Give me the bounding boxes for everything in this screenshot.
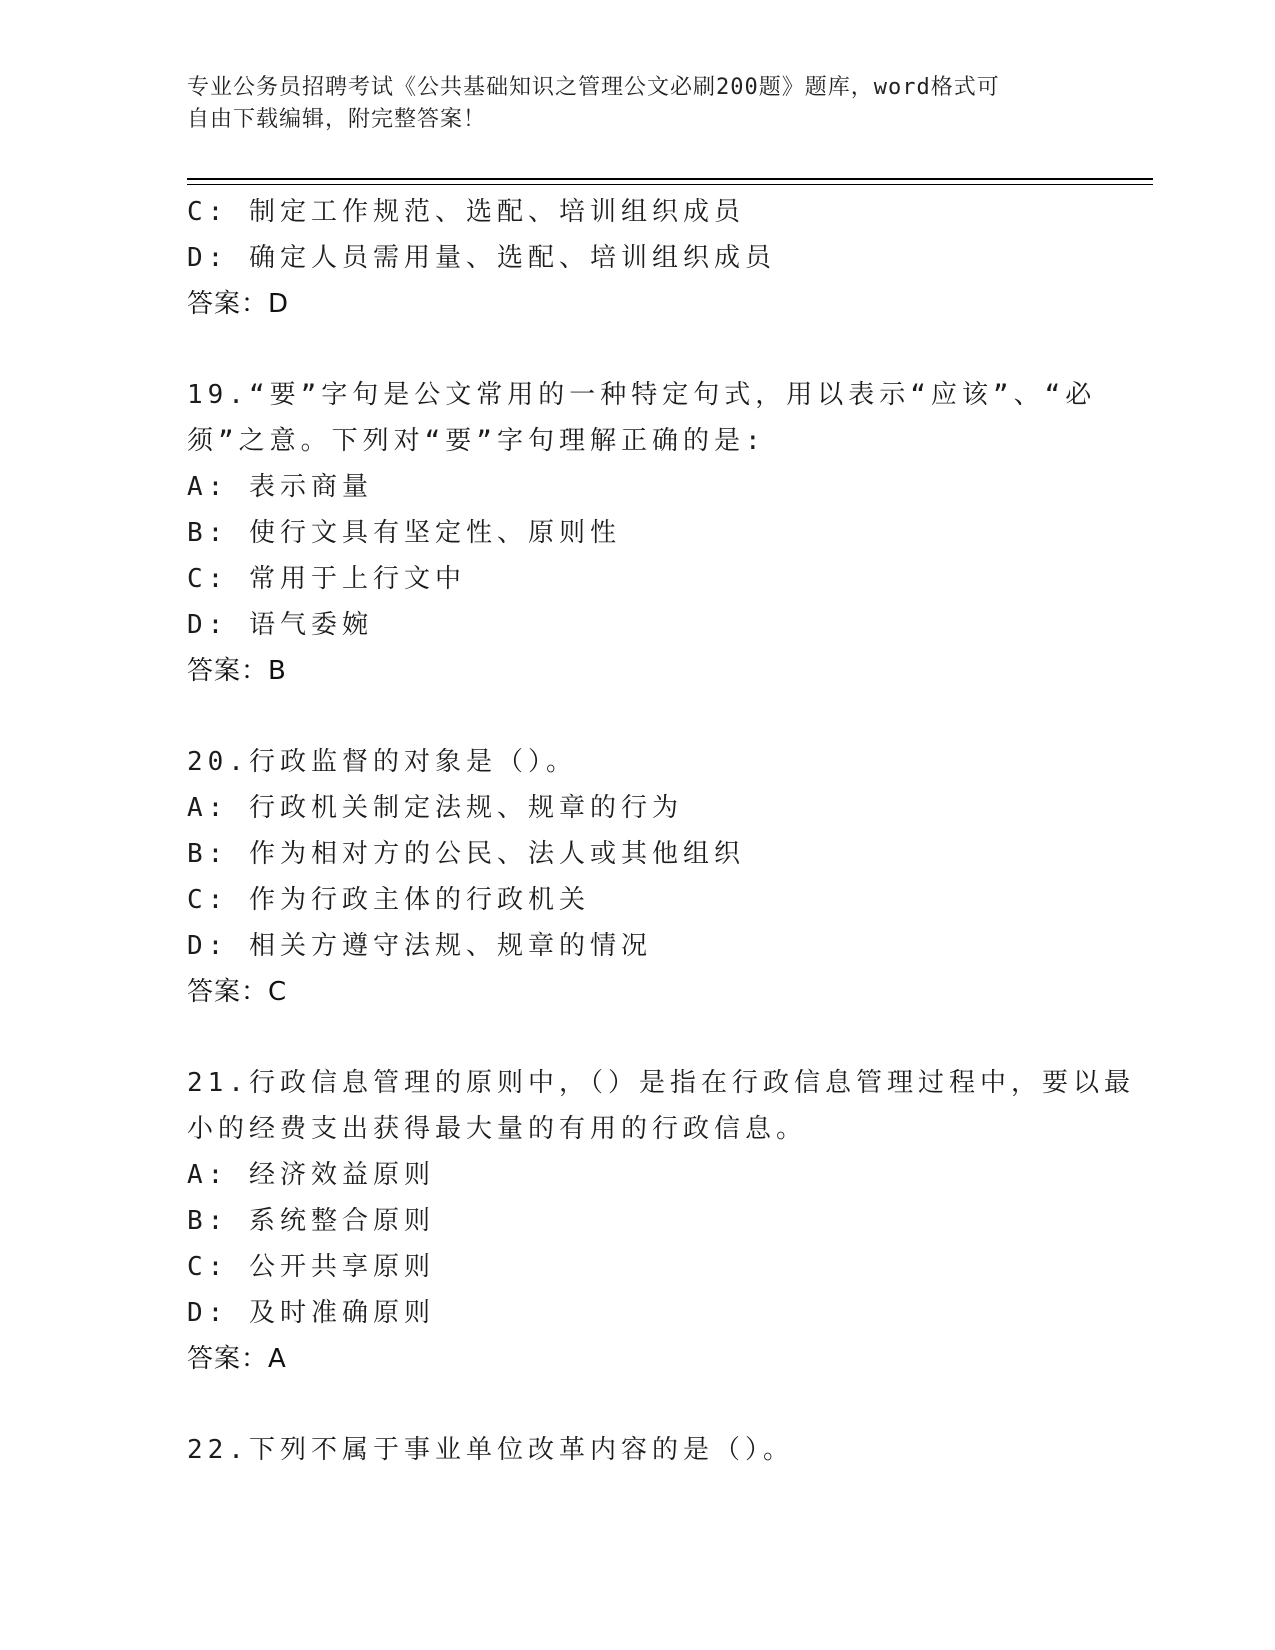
answer-line: 答案：A (187, 1344, 287, 1374)
option-a: A: 行政机关制定法规、规章的行为 (187, 793, 683, 823)
option-d: D: 确定人员需用量、选配、培训组织成员 (187, 243, 776, 273)
question-stem-line: 20.行政监督的对象是（）。 (187, 747, 577, 777)
question-stem-line: 21.行政信息管理的原则中，（）是指在行政信息管理过程中，要以最 (187, 1068, 1135, 1098)
question-20 (187, 739, 1087, 1015)
option-c: C: 公开共享原则 (187, 1252, 435, 1282)
option-a: A: 经济效益原则 (187, 1160, 435, 1190)
header-line-2: 自由下载编辑，附完整答案！ (187, 107, 487, 132)
spacer (187, 694, 1087, 739)
option-c: C: 常用于上行文中 (187, 564, 466, 594)
question-stem-line: 须”之意。下列对“要”字句理解正确的是: (187, 426, 766, 456)
question-19 (187, 372, 1097, 694)
option-c: C: 制定工作规范、选配、培训组织成员 (187, 197, 745, 227)
option-b: B: 作为相对方的公民、法人或其他组织 (187, 839, 745, 869)
question-stem-line: 22.下列不属于事业单位改革内容的是（）。 (187, 1435, 794, 1465)
header-line-1: 专业公务员招聘考试《公共基础知识之管理公文必刷200题》题库，word格式可 (187, 75, 1000, 100)
option-c: C: 作为行政主体的行政机关 (187, 885, 590, 915)
spacer (187, 1382, 1087, 1427)
question-content (187, 189, 1135, 1473)
spacer (187, 1015, 1087, 1060)
option-d: D: 及时准确原则 (187, 1298, 435, 1328)
question-stem-line: 19.“要”字句是公文常用的一种特定句式，用以表示“应该”、“必 (187, 380, 1097, 410)
option-d: D: 语气委婉 (187, 610, 373, 640)
question-22 (187, 1427, 1087, 1473)
question-18-continued (187, 189, 1087, 327)
option-b: B: 系统整合原则 (187, 1206, 435, 1236)
option-a: A: 表示商量 (187, 472, 373, 502)
document-header (187, 72, 1067, 136)
option-d: D: 相关方遵守法规、规章的情况 (187, 931, 652, 961)
header-rule-thick (187, 178, 1153, 180)
option-b: B: 使行文具有坚定性、原则性 (187, 518, 621, 548)
answer-line: 答案：D (187, 289, 290, 319)
answer-line: 答案：C (187, 977, 288, 1007)
answer-line: 答案：B (187, 656, 287, 686)
question-stem-line: 小的经费支出获得最大量的有用的行政信息。 (187, 1114, 808, 1144)
header-rule-thin (187, 184, 1153, 185)
spacer (187, 327, 1087, 372)
question-21 (187, 1060, 1135, 1382)
